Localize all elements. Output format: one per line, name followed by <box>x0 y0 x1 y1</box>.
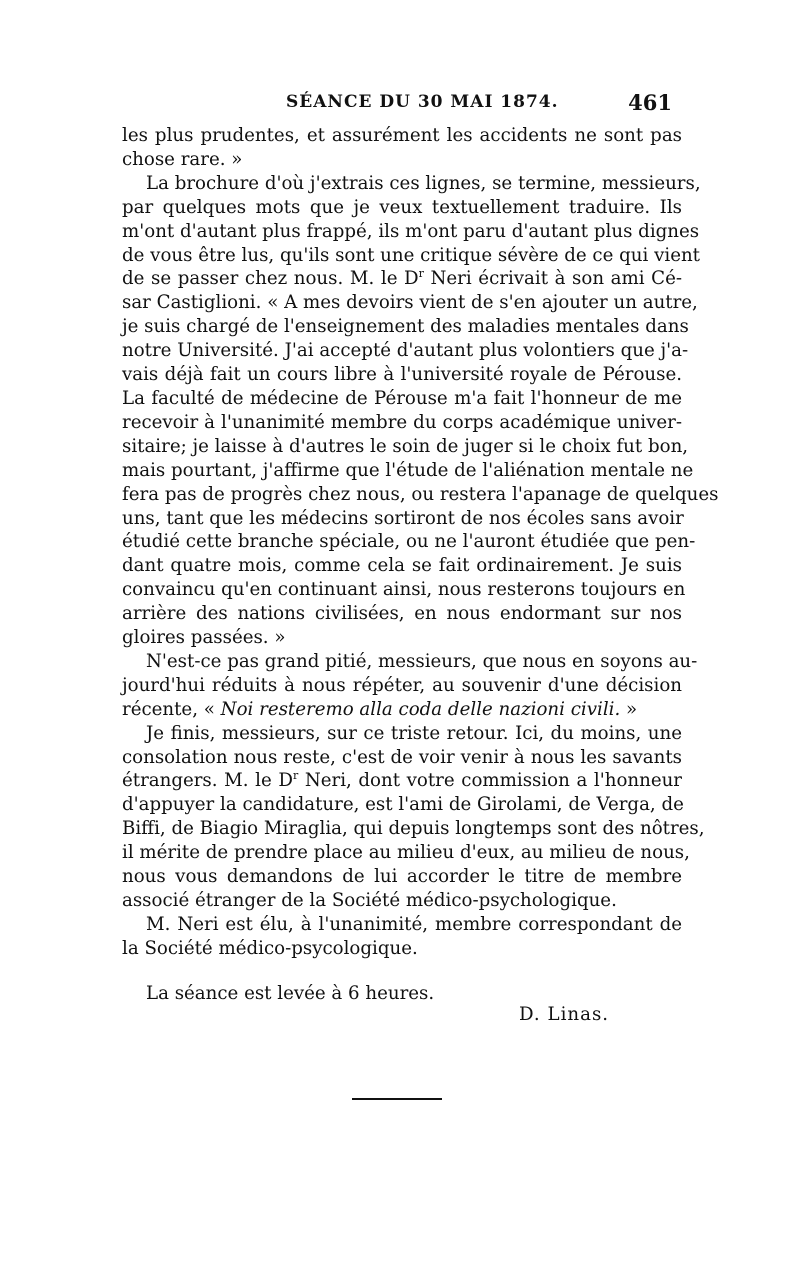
text-line: convaincu qu'en continuant ainsi, nous resterons toujours en <box>122 579 686 601</box>
text-line <box>122 698 682 722</box>
text-line: La brochure d'où j'extrais ces lignes, se termine, messieurs, <box>146 172 701 194</box>
text-line: Biffi, de Biagio Miraglia, qui depuis longtemps sont des nôtres, <box>122 818 705 840</box>
text-line: mais pourtant, j'affirme que l'étude de l'aliénation mentale ne <box>122 459 694 481</box>
text-line: fera pas de progrès chez nous, ou restera l'apanage de quelques <box>122 483 719 505</box>
text-line: m'ont d'autant plus frappé, ils m'ont paru d'autant plus dignes <box>122 220 700 242</box>
text-line: d'appuyer la candidature, est l'ami de Girolami, de Verga, de <box>122 794 684 816</box>
italian-quote: Noi resteremo alla coda delle nazioni civili. <box>220 698 621 720</box>
text-line: dant quatre mois, comme cela se fait ordinairement. Je suis <box>122 555 682 577</box>
line-segment: Neri, dont votre commission a l'honneur <box>298 770 682 792</box>
text-line: nous vous demandons de lui accorder le titre de membre <box>122 866 682 888</box>
text-line: M. Neri est élu, à l'unanimité, membre correspondant de <box>146 913 682 935</box>
text-line: notre Université. J'ai accepté d'autant plus volontiers que j'a- <box>122 340 689 362</box>
text-line <box>122 267 682 291</box>
line-segment: Neri écrivait à son ami Cé- <box>423 268 682 290</box>
page-number: 461 <box>628 90 672 115</box>
closing-line: La séance est levée à 6 heures. <box>146 983 435 1004</box>
text-line: gloires passées. » <box>122 627 286 649</box>
running-title: SÉANCE DU 30 MAI 1874. <box>286 92 559 112</box>
text-line: chose rare. » <box>122 148 243 170</box>
text-line: uns, tant que les médecins sortiront de nos écoles sans avoir <box>122 507 684 529</box>
text-line: étudié cette branche spéciale, ou ne l'auront étudiée que pen- <box>122 531 696 553</box>
text-line <box>122 769 682 793</box>
text-line: arrière des nations civilisées, en nous endormant sur nos <box>122 603 682 625</box>
text-line: jourd'hui réduits à nous répéter, au souvenir d'une décision <box>122 674 682 696</box>
body-text <box>122 124 719 961</box>
superscript: r <box>292 769 299 783</box>
text-line: recevoir à l'unanimité membre du corps académique univer- <box>122 411 682 433</box>
text-line: consolation nous reste, c'est de voir venir à nous les savants <box>122 746 682 768</box>
text-line: sitaire; je laisse à d'autres le soin de juger si le choix fut bon, <box>122 435 689 457</box>
text-line: associé étranger de la Société médico-psychologique. <box>122 890 617 911</box>
text-line: Je finis, messieurs, sur ce triste retour. Ici, du moins, une <box>146 722 682 744</box>
text-line: N'est-ce pas grand pitié, messieurs, que nous en soyons au- <box>146 650 698 672</box>
text-line: la Société médico-psycologique. <box>122 937 418 959</box>
line-segment: récente, « <box>122 698 221 720</box>
line-segment: de se passer chez nous. M. le D <box>122 268 419 290</box>
text-line: sar Castiglioni. « A mes devoirs vient de s'en ajouter un autre, <box>122 292 698 314</box>
text-line: je suis chargé de l'enseignement des maladies mentales dans <box>122 316 689 338</box>
closing-rule <box>352 1098 442 1100</box>
text-line: de vous être lus, qu'ils sont une critique sévère de ce qui vient <box>122 244 700 266</box>
page-header <box>122 92 682 116</box>
text-line: les plus prudentes, et assurément les accidents ne sont pas <box>122 125 682 146</box>
text-line: vais déjà fait un cours libre à l'université royale de Pérouse. <box>122 364 682 386</box>
line-segment: étrangers. M. le D <box>122 770 293 792</box>
text-line: La faculté de médecine de Pérouse m'a fait l'honneur de me <box>122 387 682 409</box>
text-line: par quelques mots que je veux textuellement traduire. Ils <box>122 196 682 218</box>
superscript: r <box>418 267 424 281</box>
text-line: il mérite de prendre place au milieu d'eux, au milieu de nous, <box>122 842 690 864</box>
line-segment: » <box>620 698 638 720</box>
signature: D. Linas. <box>519 1004 610 1025</box>
